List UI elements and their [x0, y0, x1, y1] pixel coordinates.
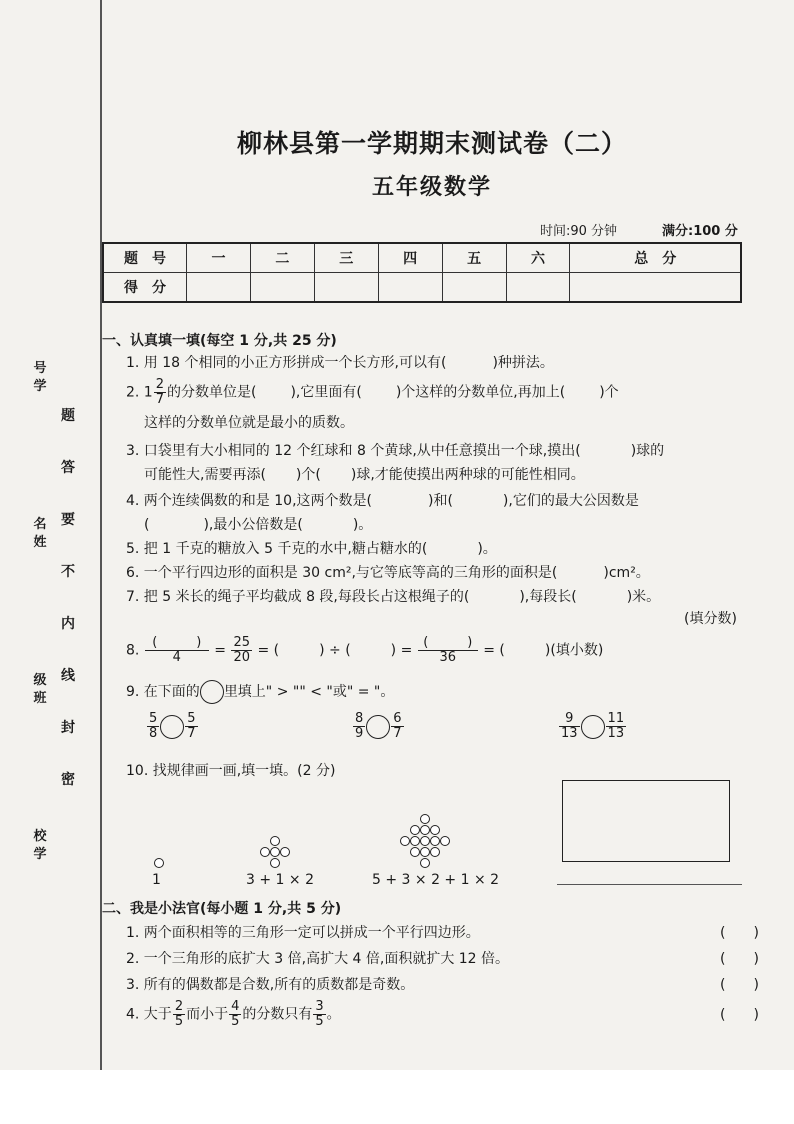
question-2: [126, 378, 619, 407]
text: )。: [352, 517, 373, 533]
pattern-dot: [430, 825, 440, 835]
char: 校: [33, 829, 47, 844]
text: ) ÷ (: [319, 642, 351, 659]
question-4-cont: [144, 514, 372, 534]
num-blank[interactable]: ( ): [145, 636, 209, 651]
den: 5: [174, 1014, 184, 1029]
text: = (: [257, 642, 280, 659]
compare-circle[interactable]: [160, 715, 184, 739]
text: 里填上" > "" < "或" = "。: [223, 684, 395, 700]
question-3: [126, 440, 664, 460]
pattern-dot: [420, 825, 430, 835]
score-table: [102, 242, 742, 303]
text: 而小于: [186, 1006, 229, 1023]
text: )个: [599, 384, 619, 401]
text: )(填小数): [544, 642, 604, 659]
text: 5. 把 1 千克的糖放入 5 千克的水中,糖占糖水的(: [126, 541, 428, 557]
pattern-dot: [410, 825, 420, 835]
text: 6. 一个平行四边形的面积是 30 cm²,与它等底等高的三角形的面积是(: [126, 565, 558, 581]
text: )个(: [295, 467, 321, 483]
pattern-dot: [270, 858, 280, 868]
char: 要: [61, 512, 75, 528]
question-7-note: (填分数): [684, 611, 737, 627]
score-cell[interactable]: [506, 273, 570, 303]
text: ),最小公倍数是(: [203, 517, 303, 533]
den: 8: [149, 726, 158, 741]
drawing-area[interactable]: [562, 780, 730, 862]
col-header: 三: [314, 243, 378, 273]
question-9: [126, 680, 394, 704]
text: )球,才能使摸出两种球的可能性相同。: [350, 467, 585, 483]
text: 的分数单位是(: [167, 384, 257, 401]
char: 密: [61, 772, 75, 788]
answer-line: [557, 884, 742, 885]
char: 内: [61, 616, 75, 632]
compare-1: [146, 712, 199, 741]
num: 3: [315, 999, 324, 1014]
compare-2: [352, 712, 405, 741]
question-1: [126, 352, 554, 372]
binding-margin: [0, 0, 102, 1070]
pattern-label-3: 5 + 3 × 2 + 1 × 2: [372, 872, 500, 888]
text: 1. 用 18 个相同的小正方形拼成一个长方形,可以有(: [126, 355, 447, 371]
question-2-cont: 这样的分数单位就是最小的质数。: [144, 415, 354, 431]
char: 学: [33, 379, 47, 394]
pattern-dot: [400, 836, 410, 846]
col-header: 一: [187, 243, 251, 273]
fraction: [313, 1000, 325, 1029]
text: ) =: [390, 642, 413, 659]
text: 7. 把 5 米长的绳子平均截成 8 段,每段长占这根绳子的(: [126, 589, 470, 605]
section1-heading: 一、认真填一填(每空 1 分,共 25 分): [102, 333, 337, 349]
den: 7: [393, 726, 402, 741]
pattern-dot: [270, 847, 280, 857]
pattern-dot: [420, 836, 430, 846]
char: 题: [61, 408, 75, 424]
score-cell[interactable]: [442, 273, 506, 303]
judge-4-answer[interactable]: ( ): [720, 1007, 759, 1023]
row-label: 得 分: [103, 273, 187, 303]
text: 可能性大,需要再添(: [144, 467, 266, 483]
den: 13: [607, 726, 625, 741]
fraction: [147, 712, 159, 741]
compare-3: [558, 712, 627, 741]
text: 的分数只有: [242, 1006, 313, 1023]
text: ),每段长(: [519, 589, 577, 605]
num: 8: [355, 711, 364, 726]
col-header: 二: [250, 243, 314, 273]
fraction: [154, 378, 166, 407]
col-header: 五: [442, 243, 506, 273]
pattern-dot: [270, 836, 280, 846]
text: )。: [477, 541, 497, 557]
fraction: [391, 712, 403, 741]
exam-title: 柳林县第一学期期末测试卷（二）: [236, 129, 627, 158]
char: 答: [61, 460, 75, 476]
question-5: [126, 538, 497, 558]
pattern-dot: [410, 847, 420, 857]
score-cell[interactable]: [187, 273, 251, 303]
den: 36: [439, 650, 457, 665]
num: 9: [559, 712, 580, 727]
judge-3-answer[interactable]: ( ): [720, 977, 759, 993]
char: 名: [33, 517, 47, 532]
pattern-label-1: 1: [152, 872, 161, 888]
full-score: 满分:100 分: [662, 224, 738, 239]
num: 2: [155, 377, 164, 392]
score-cell[interactable]: [570, 273, 741, 303]
text: )米。: [626, 589, 661, 605]
question-6: [126, 562, 650, 582]
question-4: [126, 490, 639, 510]
pattern-dot: [154, 858, 164, 868]
pattern-label-2: 3 + 1 × 2: [246, 872, 314, 888]
num: 4: [231, 999, 240, 1014]
fraction: [353, 712, 365, 741]
char: 不: [61, 564, 75, 580]
judge-1: 1. 两个面积相等的三角形一定可以拼成一个平行四边形。: [126, 925, 480, 941]
char: 封: [61, 720, 75, 736]
den: 13: [561, 726, 578, 741]
num: 6: [393, 711, 402, 726]
char: 级: [33, 673, 47, 688]
row-label: 题 号: [103, 243, 187, 273]
fraction: [185, 712, 197, 741]
text: 8.: [126, 642, 140, 659]
question-10: 10. 找规律画一画,填一填。(2 分): [126, 763, 336, 779]
fraction-blank: [145, 636, 209, 665]
text: 4. 大于: [126, 1006, 172, 1023]
text: =: [214, 642, 226, 659]
text: 2. 1: [126, 384, 153, 401]
char: 号: [33, 361, 47, 376]
pattern-dot: [410, 836, 420, 846]
fraction: [559, 712, 580, 741]
den: 20: [233, 650, 250, 665]
judge-4: [126, 1000, 341, 1029]
den: 9: [355, 726, 364, 741]
text: 4. 两个连续偶数的和是 10,这两个数是(: [126, 493, 372, 509]
exam-subtitle: 五年级数学: [371, 174, 492, 200]
judge-3: 3. 所有的偶数都是合数,所有的质数都是奇数。: [126, 977, 415, 993]
fraction: [606, 712, 627, 741]
text: )和(: [427, 493, 453, 509]
text: 9. 在下面的: [126, 684, 200, 700]
seal-line-text: [60, 390, 76, 788]
num: 5: [187, 711, 196, 726]
fraction: [229, 1000, 241, 1029]
num: 25: [233, 635, 250, 650]
den: 5: [231, 1014, 240, 1029]
den: 7: [155, 392, 164, 407]
text: )种拼法。: [492, 355, 554, 371]
num: 11: [607, 711, 625, 726]
pattern-dot: [260, 847, 270, 857]
pattern-dot: [440, 836, 450, 846]
text: )cm²。: [603, 565, 650, 581]
judge-2-answer[interactable]: ( ): [720, 951, 759, 967]
time-limit: 时间:90 分钟: [540, 224, 618, 239]
pattern-dot: [280, 847, 290, 857]
text: )个这样的分数单位,再加上(: [395, 384, 566, 401]
char: 姓: [33, 535, 47, 550]
pattern-dot: [420, 814, 430, 824]
text: 3. 口袋里有大小相同的 12 个红球和 8 个黄球,从中任意摸出一个球,摸出(: [126, 443, 581, 459]
question-8: [126, 636, 603, 665]
exam-document: [102, 0, 762, 1070]
text: = (: [483, 642, 505, 659]
pattern-dot: [430, 836, 440, 846]
text: ),它们的最大公因数是: [502, 493, 639, 509]
text: 。: [326, 1006, 341, 1023]
text: (: [144, 517, 150, 533]
pattern-dot: [420, 858, 430, 868]
char: 线: [61, 668, 75, 684]
score-cell[interactable]: [314, 273, 378, 303]
compare-circle[interactable]: [581, 715, 605, 739]
fraction-blank: [418, 636, 478, 665]
col-header: 六: [506, 243, 570, 273]
judge-1-answer[interactable]: ( ): [720, 925, 759, 941]
score-cell[interactable]: [378, 273, 442, 303]
char: 班: [33, 691, 47, 706]
pattern-dot: [430, 847, 440, 857]
den: 7: [187, 726, 196, 741]
compare-circle[interactable]: [366, 715, 390, 739]
fraction: [231, 636, 252, 665]
text: ),它里面有(: [290, 384, 362, 401]
judge-2: 2. 一个三角形的底扩大 3 倍,高扩大 4 倍,面积就扩大 12 倍。: [126, 951, 510, 967]
fraction: [173, 1000, 185, 1029]
compare-circle-icon: [200, 680, 224, 704]
num: 5: [149, 711, 158, 726]
pattern-dot: [420, 847, 430, 857]
student-info-vertical: [32, 360, 48, 920]
den: 4: [172, 650, 181, 665]
char: 学: [33, 847, 47, 862]
question-3-cont: [144, 464, 585, 484]
col-header: 四: [378, 243, 442, 273]
num-blank[interactable]: ( ): [418, 636, 478, 651]
question-7: [126, 586, 660, 606]
score-cell[interactable]: [250, 273, 314, 303]
num: 2: [174, 999, 184, 1014]
section2-heading: 二、我是小法官(每小题 1 分,共 5 分): [102, 901, 342, 917]
den: 5: [315, 1014, 324, 1029]
text: )球的: [630, 443, 665, 459]
col-header: 总 分: [570, 243, 741, 273]
